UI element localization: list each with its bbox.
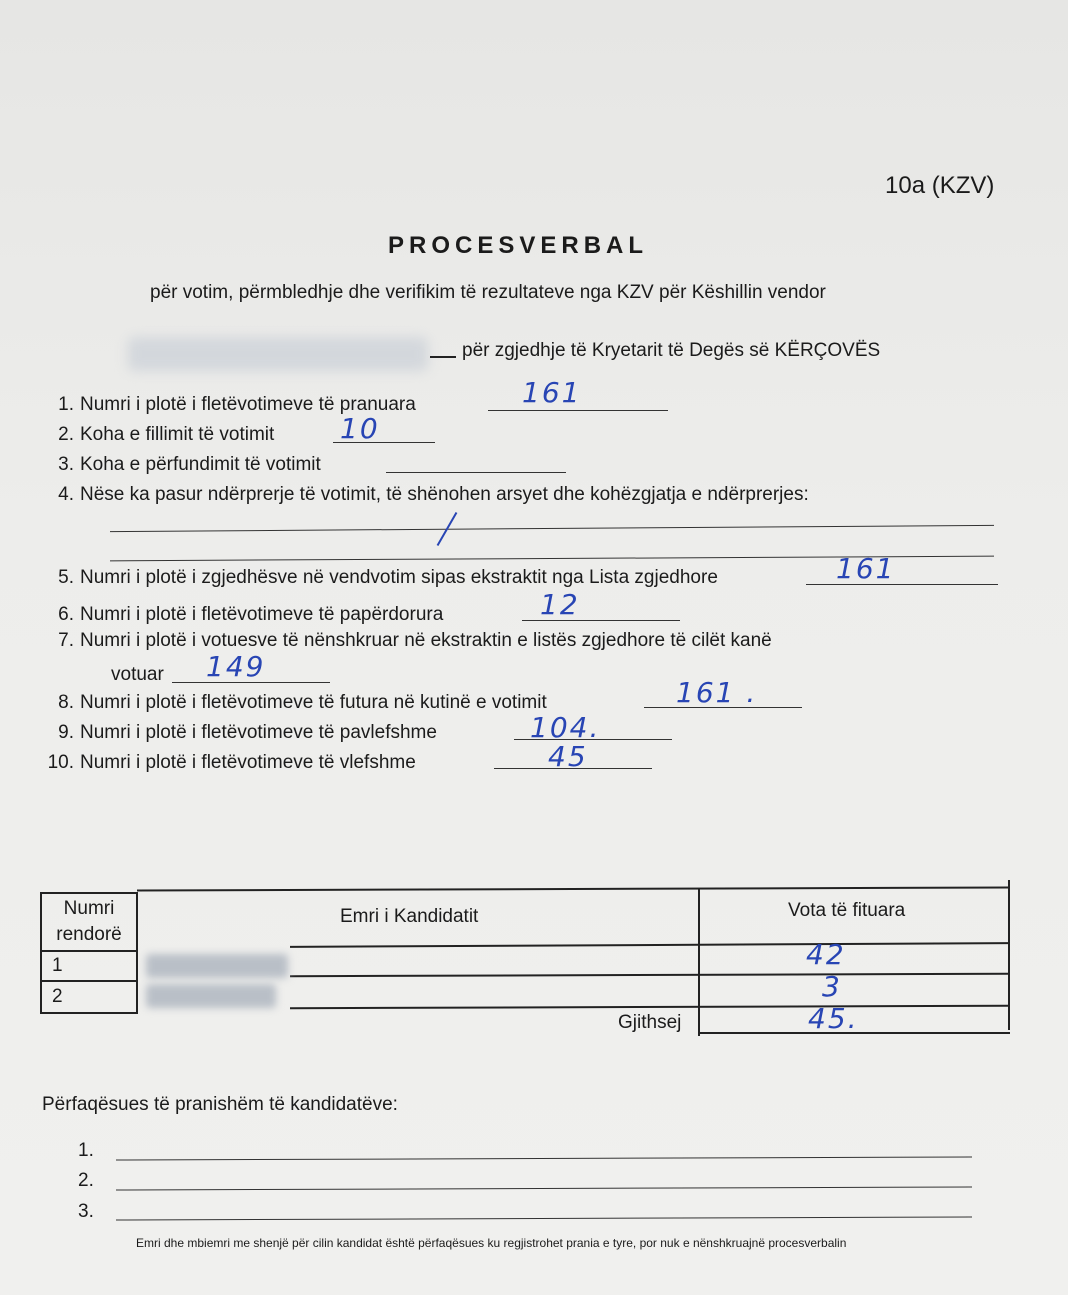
table-border bbox=[40, 892, 42, 1014]
item-7 bbox=[38, 630, 772, 652]
row-votes: 42 bbox=[806, 938, 846, 971]
item-2 bbox=[38, 424, 274, 446]
answer-value: 12 bbox=[540, 588, 580, 621]
item-4 bbox=[38, 484, 809, 506]
answer-value: 161 . bbox=[676, 676, 758, 709]
document-subtitle: për votim, përmbledhje dhe verifikim të rezultateve nga KZV për Këshillin vendor bbox=[150, 282, 826, 303]
item-label: Koha e përfundimit të votimit bbox=[80, 454, 321, 475]
table-border bbox=[290, 942, 1008, 948]
row-votes: 3 bbox=[822, 970, 842, 1003]
redacted-location bbox=[128, 337, 428, 371]
item-6 bbox=[38, 604, 443, 626]
item-number: 2. bbox=[58, 424, 74, 445]
header-name: Emri i Kandidatit bbox=[340, 906, 479, 927]
item-label: Numri i plotë i zgjedhësve në vendvotim sipas ekstraktit nga Lista zgjedhore bbox=[80, 567, 718, 588]
item-number: 3. bbox=[58, 454, 74, 475]
representative-number: 2. bbox=[78, 1170, 94, 1191]
answer-value: 149 bbox=[206, 650, 266, 683]
table-border bbox=[40, 950, 137, 952]
representative-line bbox=[116, 1217, 972, 1221]
footer-note: Emri dhe mbiemri me shenjë për cilin kandidat është përfaqësues ku regjistrohet prania e tyre, por nuk e nënshkruajnë procesverbalin bbox=[136, 1236, 847, 1250]
election-line bbox=[430, 340, 880, 362]
item-label: Numri i plotë i fletëvotimeve të futura në kutinë e votimit bbox=[80, 692, 547, 713]
item-label: Numri i plotë i fletëvotimeve të pavlefshme bbox=[80, 722, 437, 743]
answer-value: 104. bbox=[530, 711, 601, 744]
table-border bbox=[40, 892, 137, 894]
representatives-heading: Përfaqësues të pranishëm të kandidatëve: bbox=[42, 1094, 398, 1115]
total-value: 45. bbox=[808, 1002, 859, 1035]
header-votes: Vota të fituara bbox=[788, 900, 906, 921]
table-border bbox=[40, 980, 137, 982]
representative-line bbox=[116, 1187, 972, 1191]
representative-number: 1. bbox=[78, 1140, 94, 1161]
item-label: Nëse ka pasur ndërprerje të votimit, të shënohen arsyet dhe kohëzgjatja e ndërprerjes: bbox=[80, 484, 809, 505]
answer-line bbox=[488, 410, 668, 411]
item-label: Numri i plotë i fletëvotimeve të pranuara bbox=[80, 394, 416, 415]
item-label: Koha e fillimit të votimit bbox=[80, 424, 275, 445]
item-7-continued: votuar bbox=[111, 664, 164, 685]
header-order: Numri rendorë bbox=[56, 898, 122, 945]
election-line-text: për zgjedhje të Kryetarit të Degës së KËRÇOVËS bbox=[462, 340, 881, 361]
table-border bbox=[137, 886, 1009, 891]
item-number: 6. bbox=[58, 604, 74, 625]
table-border bbox=[40, 1012, 137, 1014]
item-10 bbox=[38, 752, 416, 774]
item-3 bbox=[38, 454, 321, 476]
item-number: 1. bbox=[58, 394, 74, 415]
item-label: Numri i plotë i votuesve të nënshkruar në ekstraktin e listës zgjedhore të cilët kanë bbox=[80, 630, 772, 651]
representative-number: 3. bbox=[78, 1201, 94, 1222]
representative-line bbox=[116, 1157, 972, 1161]
item-number: 8. bbox=[58, 692, 74, 713]
table-border bbox=[1008, 880, 1010, 1030]
table-border bbox=[698, 888, 700, 1036]
answer-line bbox=[806, 584, 998, 585]
item-5 bbox=[38, 567, 718, 589]
item-number: 10. bbox=[47, 752, 74, 773]
item-label: Numri i plotë i fletëvotimeve të papërdorura bbox=[80, 604, 444, 625]
reason-line bbox=[110, 525, 994, 532]
item-number: 9. bbox=[58, 722, 74, 743]
redacted-candidate bbox=[146, 984, 276, 1008]
redacted-candidate bbox=[146, 954, 288, 978]
row-order: 2 bbox=[52, 986, 63, 1007]
answer-value: 161 bbox=[522, 376, 582, 409]
answer-value: 10 bbox=[340, 412, 380, 445]
table-border bbox=[290, 1005, 1008, 1010]
document-title: PROCESVERBAL bbox=[387, 232, 649, 259]
table-border bbox=[290, 973, 1008, 978]
total-label: Gjithsej bbox=[618, 1012, 682, 1033]
item-8 bbox=[38, 692, 547, 714]
table-border bbox=[136, 892, 138, 1014]
answer-value: 45 bbox=[548, 740, 588, 773]
item-number: 4. bbox=[58, 484, 74, 505]
item-9 bbox=[38, 722, 437, 744]
answer-line bbox=[386, 472, 566, 473]
answer-value: 161 bbox=[836, 552, 896, 585]
item-number: 7. bbox=[58, 630, 74, 651]
row-order: 1 bbox=[52, 955, 63, 976]
form-code: 10a (KZV) bbox=[885, 172, 995, 199]
item-label: Numri i plotë i fletëvotimeve të vlefshme bbox=[80, 752, 416, 773]
item-number: 5. bbox=[58, 567, 74, 588]
